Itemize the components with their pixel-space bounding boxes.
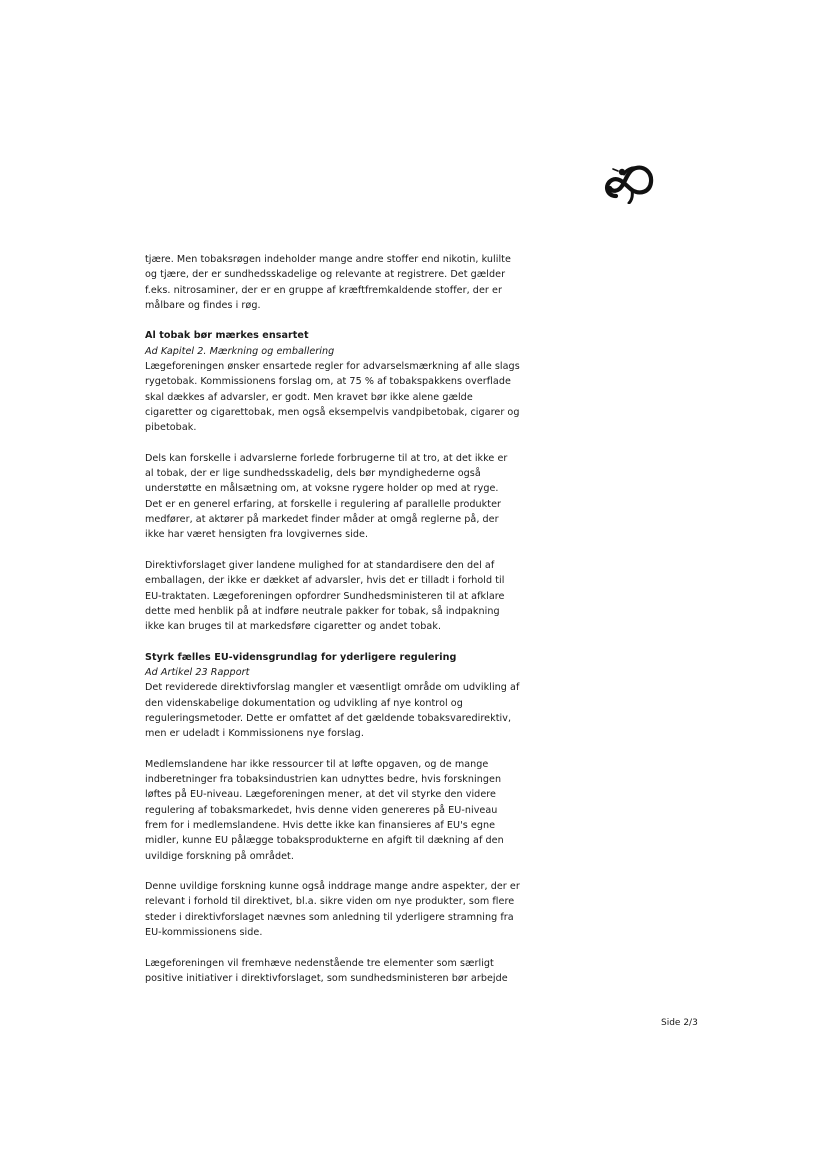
text-line: f.eks. nitrosaminer, der er en gruppe af kræftfremkaldende stoffer, der er xyxy=(145,284,502,296)
text-line: uvildige forskning på området. xyxy=(145,850,294,862)
text-line: midler, kunne EU pålægge tobaksprodukterne en afgift til dækning af den xyxy=(145,835,504,847)
text-line: cigaretter og cigarettobak, men også eksempelvis vandpibetobak, cigarer og xyxy=(145,406,520,418)
paragraph-3 xyxy=(145,451,575,543)
snake-logo-icon xyxy=(602,162,656,204)
text-line: relevant i forhold til direktivet, bl.a. sikre viden om nye produkter, som flere xyxy=(145,896,515,908)
paragraph-5 xyxy=(145,680,575,741)
section-heading: Al tobak bør mærkes ensartet xyxy=(145,330,309,342)
paragraph-4 xyxy=(145,558,575,634)
section-subheading: Ad Kapitel 2. Mærkning og emballering xyxy=(145,345,335,357)
text-line: rygetobak. Kommissionens forslag om, at 75 % af tobakspakkens overflade xyxy=(145,376,511,388)
paragraph-8 xyxy=(145,956,575,987)
text-line: positive initiativer i direktivforslaget, som sundhedsministeren bør arbejde xyxy=(145,972,508,984)
paragraph-7 xyxy=(145,879,575,940)
text-line: EU-kommissionens side. xyxy=(145,927,263,939)
text-line: indberetninger fra tobaksindustrien kan udnyttes bedre, hvis forskningen xyxy=(145,774,502,786)
text-line: ikke kan bruges til at markedsføre cigaretter og andet tobak. xyxy=(145,621,442,633)
text-line: Denne uvildige forskning kunne også inddrage mange andre aspekter, der er xyxy=(145,881,520,893)
text-line: tjære. Men tobaksrøgen indeholder mange andre stoffer end nikotin, kulilte xyxy=(145,254,511,265)
section-subheading: Ad Artikel 23 Rapport xyxy=(145,667,250,679)
page-number: Side 2/3 xyxy=(661,1018,698,1028)
text-line: Det reviderede direktivforslag mangler et væsentligt område om udvikling af xyxy=(145,682,520,694)
text-line: steder i direktivforslaget nævnes som anledning til yderligere stramning fra xyxy=(145,911,514,923)
text-line: dette med henblik på at indføre neutrale pakker for tobak, så indpakning xyxy=(145,605,500,617)
text-line: og tjære, der er sundhedsskadelige og relevante at registrere. Det gælder xyxy=(145,269,506,281)
text-line: EU-traktaten. Lægeforeningen opfordrer Sundhedsministeren til at afklare xyxy=(145,590,505,602)
paragraph-1 xyxy=(145,252,575,313)
text-line: regulering af tobaksmarkedet, hvis denne viden genereres på EU-niveau xyxy=(145,804,498,816)
text-line: Dels kan forskelle i advarslerne forlede forbrugerne til at tro, at det ikke er xyxy=(145,452,508,464)
section-heading: Styrk fælles EU-vidensgrundlag for yderligere regulering xyxy=(145,651,457,663)
text-line: pibetobak. xyxy=(145,422,197,434)
paragraph-6 xyxy=(145,757,575,864)
text-line: målbare og findes i røg. xyxy=(145,299,261,311)
text-line: understøtte en målsætning om, at voksne rygere holder op med at ryge. xyxy=(145,483,499,495)
text-line: Lægeforeningen vil fremhæve nedenstående tre elementer som særligt xyxy=(145,957,494,969)
text-line: Det er en generel erfaring, at forskelle i regulering af parallelle produkter xyxy=(145,498,502,510)
letter-body xyxy=(145,252,575,986)
text-line: den videnskabelige dokumentation og udvikling af nye kontrol og xyxy=(145,697,463,709)
text-line: Direktivforslaget giver landene mulighed for at standardisere den del af xyxy=(145,559,495,571)
text-line: løftes på EU-niveau. Lægeforeningen mener, at det vil styrke den videre xyxy=(145,789,497,801)
text-line: men er udeladt i Kommissionens nye forslag. xyxy=(145,728,364,740)
text-line: emballagen, der ikke er dækket af advarsler, hvis det er tilladt i forhold til xyxy=(145,575,505,587)
paragraph-2 xyxy=(145,359,575,435)
text-line: Medlemslandene har ikke ressourcer til at løfte opgaven, og de mange xyxy=(145,758,489,770)
text-line: ikke har været hensigten fra lovgivernes side. xyxy=(145,529,369,541)
text-line: al tobak, der er lige sundhedsskadelig, dels bør myndighederne også xyxy=(145,468,481,480)
text-line: skal dækkes af advarsler, er godt. Men kravet bør ikke alene gælde xyxy=(145,391,473,403)
text-line: Lægeforeningen ønsker ensartede regler for advarselsmærkning af alle slags xyxy=(145,361,520,373)
text-line: frem for i medlemslandene. Hvis dette ikke kan finansieres af EU's egne xyxy=(145,819,496,831)
text-line: medfører, at aktører på markedet finder måder at omgå reglerne på, der xyxy=(145,514,499,526)
text-line: reguleringsmetoder. Dette er omfattet af det gældende tobaksvaredirektiv, xyxy=(145,712,512,724)
